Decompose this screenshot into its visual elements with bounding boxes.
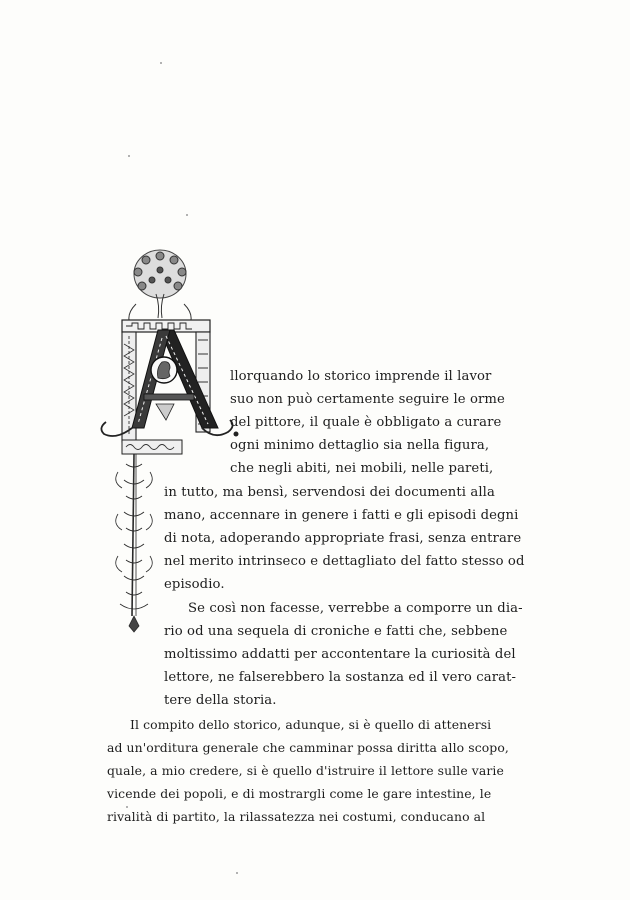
text-line: episodio. bbox=[164, 577, 225, 592]
text-line: vicende dei popoli, e di mostrargli come le gare intestine, le bbox=[107, 786, 492, 801]
paper-speck bbox=[186, 214, 188, 216]
paper-speck bbox=[160, 62, 162, 64]
text-line: del pittore, il quale è obbligato a curare bbox=[230, 415, 502, 430]
text-line: rivalità di partito, la rilassatezza nei costumi, conducano al bbox=[107, 809, 486, 824]
hanging-staff-ornament bbox=[116, 454, 153, 632]
text-line: Il compito dello storico, adunque, si è quello di attenersi bbox=[130, 717, 492, 732]
text-line: llorquando lo storico imprende il lavor bbox=[230, 369, 492, 384]
text-line: mano, accennare in genere i fatti e gli episodi degni bbox=[164, 508, 519, 523]
text-line: moltissimo addatti per accontentare la curiosità del bbox=[164, 647, 516, 662]
text-line: rio od una sequela di croniche e fatti che, sebbene bbox=[164, 624, 508, 639]
text-line: ad un'orditura generale che camminar possa diritta allo scopo, bbox=[107, 740, 509, 755]
text-line: che negli abiti, nei mobili, nelle pareti, bbox=[230, 461, 494, 476]
text-line: tere della storia. bbox=[164, 693, 277, 708]
text-line: Se così non facesse, verrebbe a comporre un dia- bbox=[188, 601, 523, 616]
text-line: in tutto, ma bensì, servendosi dei documenti alla bbox=[164, 485, 495, 500]
paper-speck bbox=[236, 872, 238, 874]
text-line: nel merito intrinseco e dettagliato del fatto stesso od bbox=[164, 554, 525, 569]
paper-speck bbox=[126, 806, 128, 808]
paper-speck bbox=[128, 155, 130, 157]
text-line: suo non può certamente seguire le orme bbox=[230, 392, 505, 407]
text-line: quale, a mio credere, si è quello d'istruire il lettore sulle varie bbox=[107, 763, 504, 778]
text-line: di nota, adoperando appropriate frasi, senza entrare bbox=[164, 531, 522, 546]
text-line: ogni minimo dettaglio sia nella figura, bbox=[230, 438, 490, 453]
text-line: lettore, ne falserebbero la sostanza ed il vero carat- bbox=[164, 670, 517, 685]
peacock-ornament bbox=[129, 250, 191, 324]
